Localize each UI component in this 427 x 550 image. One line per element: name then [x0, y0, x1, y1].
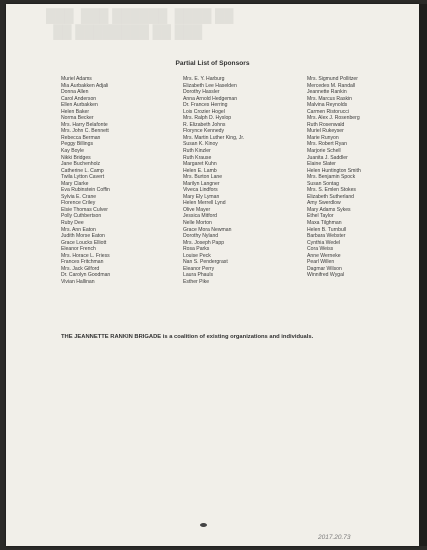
sponsor-name: Florence Criley — [61, 200, 96, 207]
sponsor-name: Mrs. Benjamin Spock — [307, 174, 356, 181]
sponsor-name: Judith Morse Eaton — [61, 233, 105, 240]
sponsor-name: Marjorie Schell — [307, 148, 341, 155]
sponsor-name: Mrs. Ann Eaton — [61, 226, 96, 233]
sponsor-name: Helen E. Lamb — [183, 167, 217, 174]
sponsor-name: Barbara Webster — [307, 233, 346, 240]
sponsor-name: Helen B. Turnbull — [307, 226, 347, 233]
sponsor-name: Ruth Rosenwald — [307, 121, 345, 128]
scan-edge — [419, 4, 427, 546]
sponsor-name: Mrs. Harry Belafonte — [61, 121, 108, 128]
sponsor-name: Ellen Aurbakken — [61, 102, 98, 109]
catalog-number: 2017.20.73 — [318, 534, 351, 541]
sponsor-name: Mrs. Horace L. Friess — [61, 252, 110, 259]
sponsor-name: Helen Merrell Lynd — [183, 200, 226, 207]
bleed-through-text: ███ ███ ██████ ████ ██ ██ ████████ ██ ███ — [46, 8, 234, 39]
sponsor-name: Jane Buchenholz — [61, 161, 101, 168]
sponsor-name: Nikki Bridges — [61, 154, 91, 161]
sponsor-name: Mrs. Alex J. Rosenberg — [307, 115, 360, 122]
sponsor-name: Jeannette Rankin — [307, 89, 347, 96]
sponsor-name: Elaine Slater — [307, 161, 336, 168]
sponsor-name: Mrs. Burton Lane — [183, 174, 223, 181]
sponsor-name: Florynce Kennedy — [183, 128, 225, 135]
sponsor-name: Nelle Morton — [183, 220, 212, 227]
sponsor-name: Mrs. Marcus Raskin — [307, 95, 353, 102]
sponsor-name: Carmen Ristorucci — [307, 108, 349, 115]
sponsor-name: Mrs. Sigmund Pollitzer — [307, 76, 358, 82]
sponsor-name: Mia Aurbakken Adjali — [61, 82, 109, 89]
sponsor-name: Lois Crozier Hogel — [183, 108, 225, 115]
sponsor-name: Elizabeth Sutherland — [307, 193, 355, 200]
sponsor-name: Mrs. Joseph Papp — [183, 239, 225, 246]
sponsor-name: R. Elizabeth Johns — [183, 121, 226, 128]
sponsor-name: Peggy Billings — [61, 141, 93, 148]
sponsor-name: Olive Mayer — [183, 206, 211, 213]
sponsor-name: Esther Pike — [183, 278, 210, 285]
sponsor-name: Mercedes M. Randall — [307, 82, 356, 89]
sponsor-name: Anne Werneke — [307, 252, 341, 259]
sponsor-name: Mary Adams Sykes — [307, 206, 351, 213]
sponsor-name: Grace Loucks Elliott — [61, 239, 107, 246]
footer-statement: THE JEANNETTE RANKIN BRIGADE is a coalition of existing organizations and individuals. — [61, 334, 314, 340]
sponsor-name: Dagmar Wilson — [307, 265, 342, 272]
sponsor-name: Winnifred Wygal — [307, 272, 345, 279]
sponsor-name: Vivian Hallinan — [61, 278, 95, 285]
sponsor-name: Helen Baker — [61, 108, 90, 115]
sponsor-name: Polly Cuthbertson — [61, 213, 102, 220]
sponsor-name: Kay Boyle — [61, 148, 84, 155]
sponsor-name: Marilyn Langner — [183, 180, 220, 187]
sponsor-name: Mrs. John C. Bennett — [61, 128, 109, 135]
sponsor-name: Ruby Dee — [61, 220, 84, 227]
sponsor-column-1 — [61, 76, 110, 286]
sponsor-name: Susan Sontag — [307, 180, 340, 187]
union-bug-icon — [200, 523, 207, 527]
sponsor-name: Twila Lytton Cavert — [61, 174, 105, 181]
sponsor-name: Viveca Lindfors — [183, 187, 218, 194]
sponsor-name: Norma Becker — [61, 115, 94, 122]
sponsor-name: Maxa Tilghman — [307, 220, 342, 227]
sponsor-name: Mrs. Ralph D. Hyslop — [183, 115, 232, 122]
sponsor-name: Margaret Kuhn — [183, 161, 217, 168]
sponsor-name: Eleanor French — [61, 246, 96, 253]
sponsor-name: Jessica Mitford — [183, 213, 217, 220]
sponsor-name: Donna Allen — [61, 89, 89, 96]
sponsor-name: Louise Peck — [183, 252, 211, 259]
sponsor-name: Dr. Frances Herring — [183, 102, 228, 109]
sponsor-name: Mrs. E. Y. Harburg — [183, 76, 225, 82]
sponsor-name: Grace Mora Newman — [183, 226, 232, 233]
sponsor-name: Mrs. Jack Gilford — [61, 265, 100, 272]
sponsor-column-2 — [183, 76, 244, 286]
sponsor-name: Ethel Taylor — [307, 213, 334, 220]
sponsor-name: Muriel Adams — [61, 76, 92, 82]
sponsor-name: Ruth Krause — [183, 154, 212, 161]
sponsor-name: Sylvia E. Crane — [61, 193, 97, 200]
sponsor-name: Eva Rubinstein Coffin — [61, 187, 110, 194]
union-bug-logo — [200, 523, 207, 527]
sponsor-name: Carol Anderson — [61, 95, 97, 102]
sponsor-name: Rebecca Berman — [61, 134, 101, 141]
sponsor-name: Mrs. S. Emlen Stokes — [307, 187, 356, 194]
sponsor-name: Malvina Reynolds — [307, 102, 348, 109]
sponsor-name: Laura Phauls — [183, 272, 214, 279]
sponsor-name: Helen Huntington Smith — [307, 167, 361, 174]
sponsor-name: Mary Clarke — [61, 180, 89, 187]
sponsor-name: Cynthia Wedel — [307, 239, 341, 246]
sponsor-name: Juanita J. Saddler — [307, 154, 348, 161]
sponsor-name: Ruth Kinzler — [183, 148, 211, 155]
sponsor-name: Dorothy Nyland — [183, 233, 219, 240]
page-heading: Partial List of Sponsors — [175, 60, 250, 67]
sponsor-name: Susan K. Kinoy — [183, 141, 218, 148]
sponsor-name: Dr. Carolyn Goodman — [61, 272, 111, 279]
sponsor-column-3 — [307, 76, 361, 279]
sponsor-name: Catherine L. Camp — [61, 167, 104, 174]
document-page — [6, 4, 419, 546]
sponsor-name: Dorothy Hassler — [183, 89, 220, 96]
sponsor-name: Nan S. Pendergrast — [183, 259, 228, 266]
sponsor-name: Mary Ely Lyman — [183, 193, 220, 200]
sponsor-name: Pearl Willen — [307, 259, 335, 266]
sponsor-name: Mrs. Martin Luther King, Jr. — [183, 134, 245, 141]
sponsor-name: Elizabeth Lee Haselden — [183, 82, 237, 89]
sponsor-name: Frances Fritchman — [61, 259, 104, 266]
sponsor-name: Mrs. Robert Ryan — [307, 141, 347, 148]
sponsor-name: Cora Weiss — [307, 246, 334, 253]
sponsor-name: Eleanor Perry — [183, 265, 215, 272]
sponsor-name: Anna Arnold Hedgeman — [183, 95, 238, 102]
sponsor-name: Rosa Parks — [183, 246, 210, 253]
sponsor-name: Muriel Rukeyser — [307, 128, 344, 135]
sponsor-name: Amy Swerdlow — [307, 200, 341, 207]
sponsor-name: Marie Runyon — [307, 134, 339, 141]
sponsor-name: Elsie Thomas Culver — [61, 206, 108, 213]
